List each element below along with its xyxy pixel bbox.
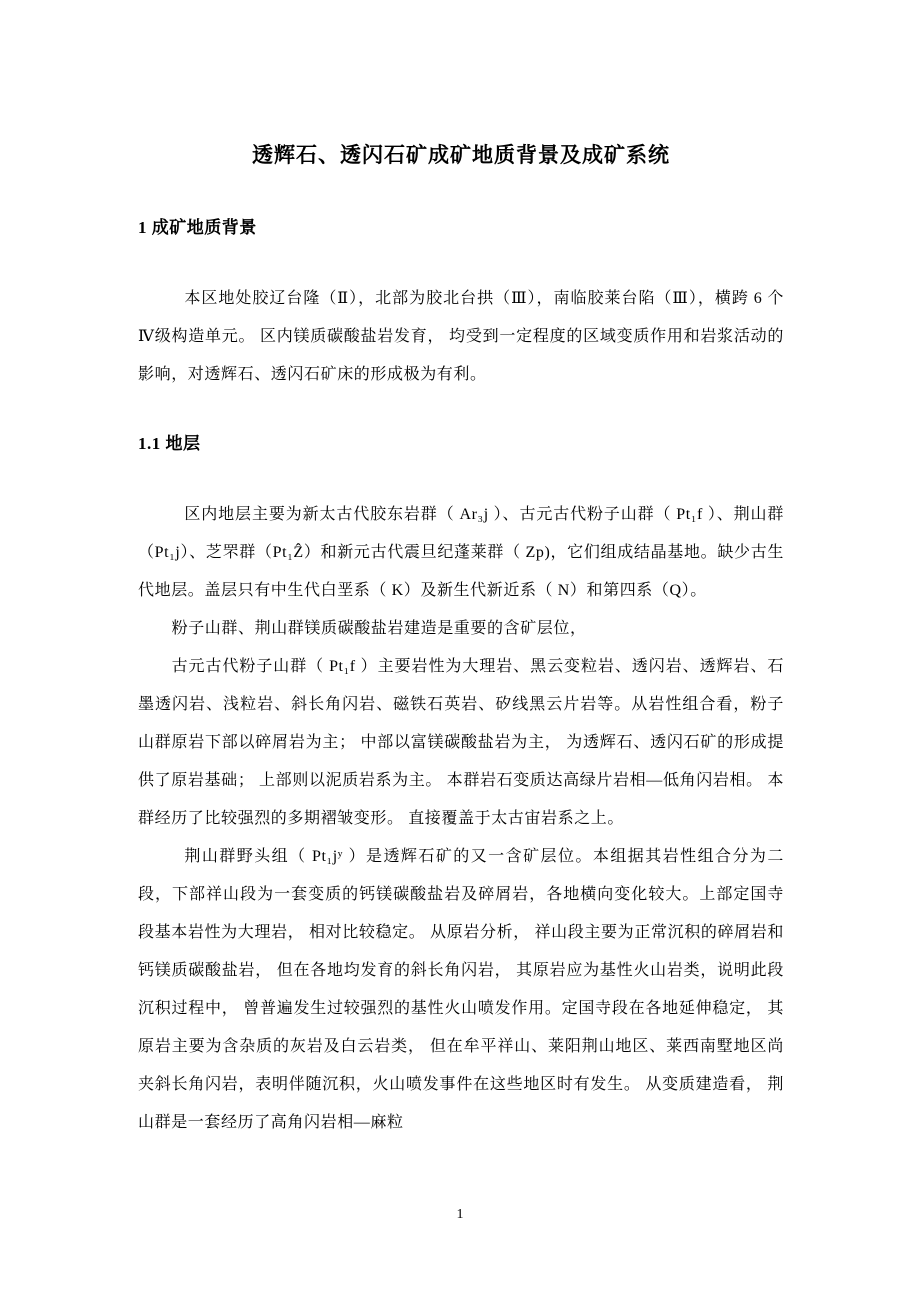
document-title: 透辉石、透闪石矿成矿地质背景及成矿系统 — [252, 143, 670, 167]
section-1-1-paragraph-fenzishan-group: 古元古代粉子山群（ Pt₁f ）主要岩性为大理岩、黑云变粒岩、透闪岩、透辉岩、石墨透闪岩、浅粒岩、斜长角闪岩、磁铁石英岩、矽线黑云片岩等。从岩性组合看，粉子山群原岩下部以碎屑岩为主； 中部以富镁碳酸盐岩为主， 为透辉石、透闪石矿的形成提供了原岩基础； 上部则以泥质岩系为主。 本群岩石变质达高绿片岩相—低角闪岩相。 本群经历了比较强烈的多期褶皱变形。 直接覆盖于太古宙岩系之上。 — [138, 658, 784, 827]
section-1-1-paragraph-strata-overview: 区内地层主要为新太古代胶东岩群（ Ar₃j ）、古元古代粉子山群（ Pt₁f ）、荆山群（Pt₁j）、芝罘群（Pt₁Ẑ）和新元古代震旦纪蓬莱群（ Zp)，它们组成结晶基地。缺少古生代地层。盖层只有中生代白垩系（ K）及新生代新近系（ N）和第四系（Q）。 — [138, 506, 784, 599]
section-1-1-paragraph-ore-horizon: 粉子山群、荆山群镁质碳酸盐岩建造是重要的含矿层位， — [171, 620, 587, 637]
page-number: 1 — [456, 1207, 464, 1222]
section-1-1-heading: 1.1 地层 — [138, 434, 201, 453]
section-1-paragraph: 本区地处胶辽台隆（Ⅱ），北部为胶北台拱（Ⅲ），南临胶莱台陷（Ⅲ），横跨 6 个Ⅳ级构造单元。 区内镁质碳酸盐岩发育， 均受到一定程度的区域变质作用和岩浆活动的影响，对透辉石、透闪石矿床的形成极为有利。 — [138, 290, 784, 383]
section-1-heading: 1 成矿地质背景 — [138, 218, 257, 237]
section-1-1-paragraph-jingshan-group: 荆山群野头组（ Pt₁jʸ ）是透辉石矿的又一含矿层位。本组据其岩性组合分为二段，下部祥山段为一套变质的钙镁碳酸盐岩及碎屑岩，各地横向变化较大。上部定国寺段基本岩性为大理岩， 相对比较稳定。 从原岩分析， 祥山段主要为正常沉积的碎屑岩和钙镁质碳酸盐岩， 但在各地均发育的斜长角闪岩， 其原岩应为基性火山岩类，说明此段沉积过程中， 曾普遍发生过较强烈的基性火山喷发作用。定国寺段在各地延伸稳定， 其原岩主要为含杂质的灰岩及白云岩类， 但在牟平祥山、莱阳荆山地区、莱西南墅地区尚夹斜长角闪岩，表明伴随沉积，火山喷发事件在这些地区时有发生。 从变质建造看， 荆山群是一套经历了高角闪岩相—麻粒 — [138, 848, 784, 1131]
